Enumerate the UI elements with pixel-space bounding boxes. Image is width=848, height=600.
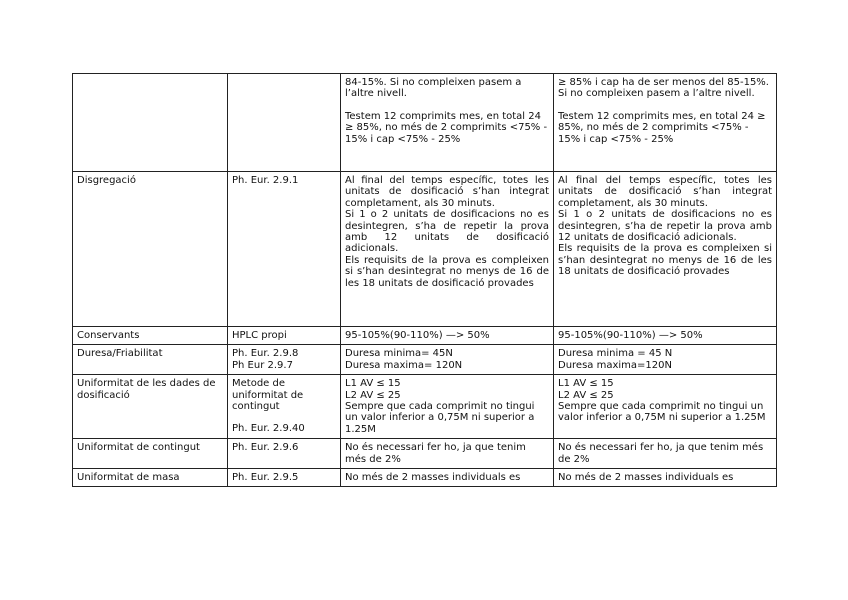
cell-text: Duresa maxima= 120N	[345, 359, 463, 371]
method-cell	[228, 74, 341, 172]
cell-text: Sempre que cada comprimit no tingui un valor inferior a 0,75M ni superior a 1.25M	[345, 401, 535, 435]
requirement-cell-a: 95-105%(90-110%) —> 50%	[341, 327, 554, 345]
parameter-cell: Uniformitat de contingut	[73, 439, 228, 469]
spacer	[345, 100, 549, 111]
table-row	[73, 172, 777, 327]
cell-text: Ph. Eur. 2.9.8	[232, 348, 299, 360]
method-cell: Ph. Eur. 2.9.5	[228, 469, 341, 487]
method-cell	[228, 375, 341, 439]
requirement-cell-b: No és necessari fer ho, ja que tenim més de 2%	[554, 439, 777, 469]
cell-text: 84-15%. Si no compleixen pasem a l’altre nivell.	[345, 77, 522, 100]
cell-text: Testem 12 comprimits mes, en total 24 ≥ 85%, no més de 2 comprimits <75% - 15% i cap <75% - 25%	[345, 110, 548, 145]
cell-text: Ph Eur 2.9.7	[232, 359, 293, 371]
spacer	[232, 412, 336, 423]
cell-text: Duresa maxima=120N	[558, 359, 672, 371]
spacer	[558, 100, 772, 111]
cell-text: Si 1 o 2 unitats de dosificacions no es desintegren, s’ha de repetir la prova amb 12 unitats de dosificació adicionals.	[345, 209, 549, 255]
requirement-cell-a	[341, 375, 554, 439]
cell-text: Duresa minima = 45 N	[558, 348, 673, 360]
requirement-cell-b	[554, 74, 777, 172]
table-row	[73, 375, 777, 439]
cell-text: Al final del temps específic, totes les unitats de dosificació s’han integrat completament, als 30 minuts.	[558, 175, 772, 209]
requirement-cell-a: No és necessari fer ho, ja que tenim més de 2%	[341, 439, 554, 469]
requirement-cell-b: 95-105%(90-110%) —> 50%	[554, 327, 777, 345]
parameter-cell: Conservants	[73, 327, 228, 345]
cell-text: Testem 12 comprimits mes, en total 24 ≥ 85%, no més de 2 comprimits <75% - 15% i cap <75% - 25%	[558, 110, 766, 145]
requirement-cell-a	[341, 74, 554, 172]
table-row	[73, 345, 777, 375]
requirement-cell-a	[341, 172, 554, 327]
table-row	[73, 74, 777, 172]
requirement-cell-a	[341, 345, 554, 375]
cell-text: Ph. Eur. 2.9.40	[232, 423, 305, 435]
parameter-cell	[73, 74, 228, 172]
parameter-cell: Disgregació	[73, 172, 228, 327]
parameter-cell: Duresa/Friabilitat	[73, 345, 228, 375]
cell-text: L2 AV ≤ 25	[345, 389, 401, 401]
method-cell: Ph. Eur. 2.9.6	[228, 439, 341, 469]
requirement-cell-a: No més de 2 masses individuals es	[341, 469, 554, 487]
cell-text: Els requisits de la prova es compleixen si s’han desintegrat no menys de 16 de les 18 unitats de dosificació provades	[345, 254, 549, 289]
table-row	[73, 439, 777, 469]
method-cell	[228, 345, 341, 375]
requirement-cell-b	[554, 345, 777, 375]
cell-text: L2 AV ≤ 25	[558, 389, 614, 401]
cell-text: Els requisits de la prova es compleixen si s’han desintegrat no menys de 16 de les 18 unitats de dosificació provades	[558, 243, 772, 278]
cell-text: ≥ 85% i cap ha de ser menos del 85-15%. Si no compleixen pasem a l’altre nivell.	[558, 77, 769, 100]
requirement-cell-b	[554, 375, 777, 439]
cell-text: Al final del temps específic, totes les unitats de dosificació s’han integrat completament, als 30 minuts.	[345, 175, 549, 209]
table-row	[73, 469, 777, 487]
specification-table	[72, 73, 777, 487]
cell-text: Duresa minima= 45N	[345, 348, 453, 360]
cell-text: Metode de uniformitat de contingut	[232, 378, 304, 413]
parameter-cell: Uniformitat de les dades de dosificació	[73, 375, 228, 439]
cell-text: Si 1 o 2 unitats de dosificacions no es desintegren, s’ha de repetir la prova amb 12 unitats de dosificació adicionals.	[558, 209, 772, 244]
cell-text: L1 AV ≤ 15	[345, 378, 401, 390]
table-row	[73, 327, 777, 345]
requirement-cell-b	[554, 172, 777, 327]
method-cell: Ph. Eur. 2.9.1	[228, 172, 341, 327]
requirement-cell-b: No més de 2 masses individuals es	[554, 469, 777, 487]
parameter-cell: Uniformitat de masa	[73, 469, 228, 487]
method-cell: HPLC propi	[228, 327, 341, 345]
cell-text: Sempre que cada comprimit no tingui un valor inferior a 0,75M ni superior a 1.25M	[558, 401, 766, 424]
cell-text: L1 AV ≤ 15	[558, 378, 614, 390]
